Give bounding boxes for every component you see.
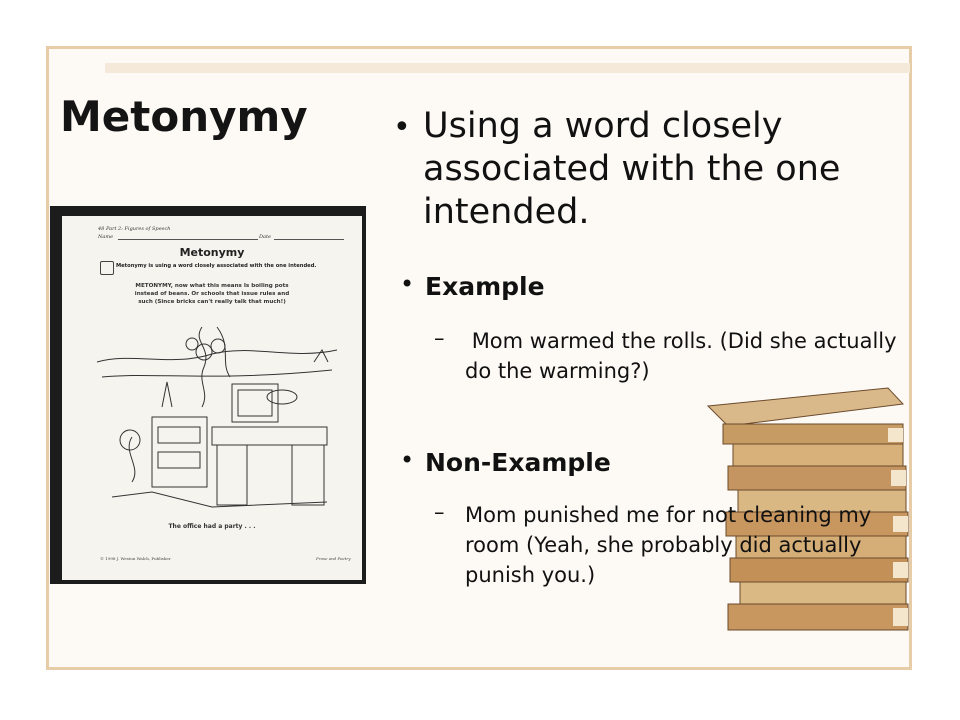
example-heading: Example — [425, 272, 545, 301]
definition-bullet: Using a word closely associated with the one intended. — [423, 106, 841, 232]
example-text: Mom warmed the rolls. (Did she actually do the warming?) — [465, 329, 904, 383]
worksheet-image — [50, 206, 366, 584]
worksheet-name-line — [118, 239, 258, 240]
nonexample-text: Mom punished me for not cleaning my room (Yeah, she probably did actually punish you.) — [465, 503, 872, 587]
worksheet-name-label: Name — [98, 234, 114, 240]
worksheet-definition-icon — [100, 261, 114, 275]
worksheet-poem: METONYMY, now what this means Is boiling pots instead of beans. Or schools that issue rules and such (Since bricks can't really talk that much!) — [134, 283, 290, 305]
worksheet-page — [62, 216, 362, 580]
worksheet-caption: The office had a party . . . — [168, 523, 256, 530]
worksheet-date-line — [274, 239, 344, 240]
bullet-dot: • — [393, 110, 411, 145]
sub-bullet-dash: – — [434, 326, 445, 350]
bullet-dot: • — [400, 270, 415, 298]
nonexample-heading: Non-Example — [425, 448, 611, 477]
worksheet-footer: Prose and Poetry — [316, 556, 351, 561]
worksheet-definition: Metonymy is using a word closely associated with the one intended. — [116, 263, 317, 269]
slide-title: Metonymy — [60, 92, 308, 141]
worksheet-header: 48 Part 2: Figures of Speech — [98, 226, 171, 232]
frame-accent-band — [105, 63, 910, 73]
office-party-illustration — [92, 322, 342, 517]
worksheet-date-label: Date — [259, 234, 271, 240]
bullet-dot: • — [400, 446, 415, 474]
sub-bullet-dash: – — [434, 500, 445, 524]
worksheet-copyright: © 1998 J. Weston Walch, Publisher — [100, 556, 171, 561]
worksheet-title: Metonymy — [179, 246, 245, 259]
